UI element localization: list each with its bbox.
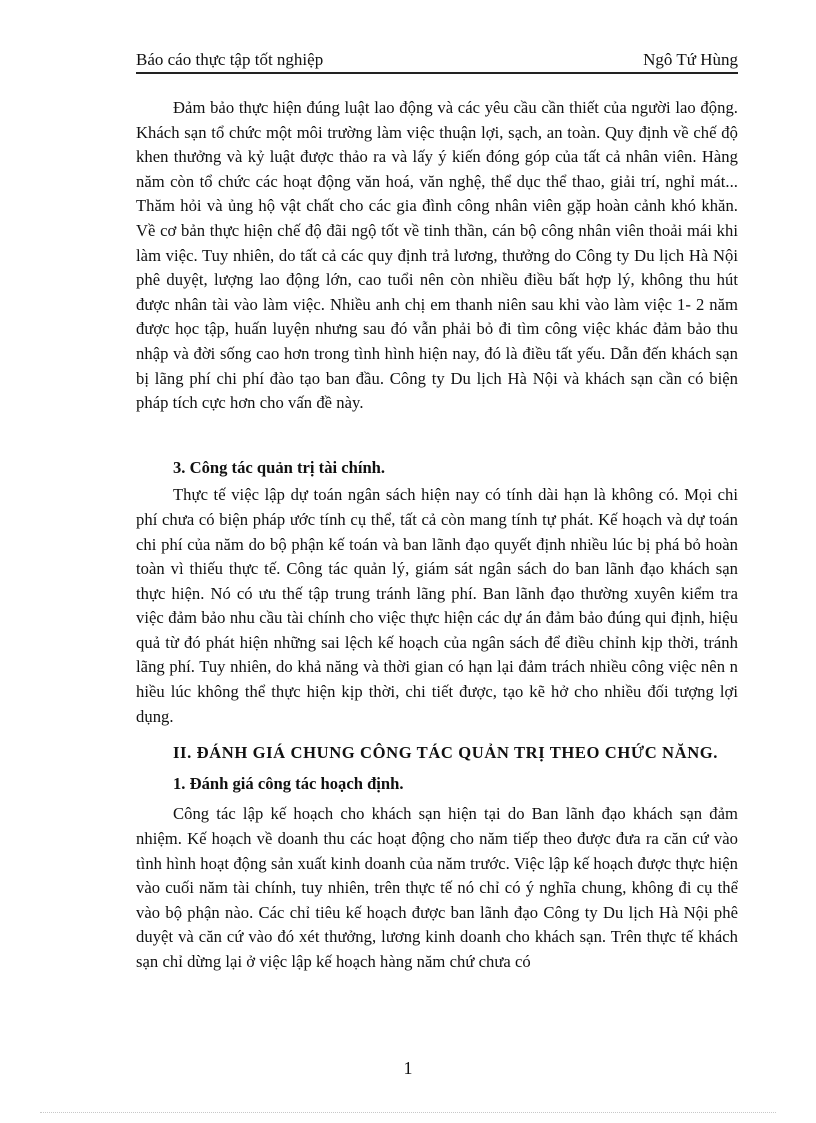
heading-planning-evaluation: 1. Đánh giá công tác hoạch định. (173, 773, 404, 793)
page-header (136, 46, 738, 74)
paragraph-finance: Thực tế việc lập dự toán ngân sách hiện nay có tính dài hạn là không có. Mọi chi phí chưa có biện pháp ước tính cụ thể, tất cả còn mang tính tự phát. Kế hoạch và dự toán chi phí của năm do bộ phận kế toán và ban lãnh đạo quyết định nhiều lúc bị phá bỏ hoàn toàn vì thiếu thực tế. Công tác quản lý, giám sát ngân sách do ban lãnh đạo khách sạn thực hiện. Nó có ưu thế tập trung tránh lãng phí. Ban lãnh đạo thường xuyên kiểm tra việc đảm bảo nhu cầu tài chính cho việc thực hiện các dự án đảm bảo đúng qui định, hiệu quả từ đó phát hiện những sai lệch kế hoạch của ngân sách để điều chỉnh kịp thời, tránh lãng phí. Tuy nhiên, do khả năng và thời gian có hạn lại đảm trách nhiều công việc nên n hiều lúc không thể thực hiện kịp thời, chi tiết được, tạo kẽ hở cho nhiều đối tượng lợi dụng. (136, 485, 738, 726)
author-name: Ngô Tứ Hùng (643, 50, 738, 69)
heading-financial-management: 3. Công tác quản trị tài chính. (173, 457, 386, 477)
page-number: 1 (403, 1058, 413, 1078)
footer-divider (40, 1112, 776, 1113)
report-title: Báo cáo thực tập tốt nghiệp (136, 50, 324, 69)
paragraph-labor: Đảm bảo thực hiện đúng luật lao động và các yêu cầu cần thiết của người lao động. Khách sạn tổ chức một môi trường làm việc thuận lợi, sạch, an toàn. Quy định về chế độ khen thưởng và kỷ luật được thảo ra và lấy ý kiến đóng góp của tất cả nhân viên. Hàng năm còn tổ chức các hoạt động văn hoá, văn nghệ, thể dục thể thao, giải trí, nghỉ mát... Thăm hỏi và ủng hộ vật chất cho các gia đình công nhân viên gặp hoàn cảnh khó khăn. Về cơ bản thực hiện chế độ đãi ngộ tốt về tinh thần, cán bộ công nhân viên thoải mái khi làm việc. Tuy nhiên, do tất cả các quy định trả lương, thưởng do Công ty Du lịch Hà Nội phê duyệt, lượng lao động lớn, cao tuổi nên còn nhiều điều bất hợp lý, không thu hút được nhân tài vào làm việc. Nhiều anh chị em thanh niên sau khi vào làm việc 1- 2 năm được học tập, huấn luyện nhưng sau đó vẫn phải bỏ đi tìm công việc khác đảm bảo thu nhập và đời sống cao hơn trong tình hình hiện nay, đó là điều tất yếu. Dẫn đến khách sạn bị lãng phí chi phí đào tạo ban đầu. Công ty Du lịch Hà Nội và khách sạn cần có biện pháp tích cực hơn cho vấn đề này. (136, 98, 738, 413)
paragraph-planning: Công tác lập kế hoạch cho khách sạn hiện tại do Ban lãnh đạo khách sạn đảm nhiệm. Kế hoạch về doanh thu các hoạt động cho năm tiếp theo được đưa ra căn cứ vào tình hình hoạt động sản xuất kinh doanh của năm trước. Việc lập kế hoạch được thực hiện vào cuối năm tài chính, tuy nhiên, trên thực tế nó chỉ có ý nghĩa chung, không đi cụ thể vào bộ phận nào. Các chỉ tiêu kế hoạch được ban lãnh đạo Công ty Du lịch Hà Nội phê duyệt và căn cứ vào đó xét thưởng, lương kinh doanh cho khách sạn. Trên thực tế khách sạn chỉ dừng lại ở việc lập kế hoạch hàng năm chứ chưa có (136, 804, 738, 971)
document-body (136, 96, 738, 975)
section-title-general-evaluation: II. ĐÁNH GIÁ CHUNG CÔNG TÁC QUẢN TRỊ THEO CHỨC NĂNG. (173, 743, 719, 763)
